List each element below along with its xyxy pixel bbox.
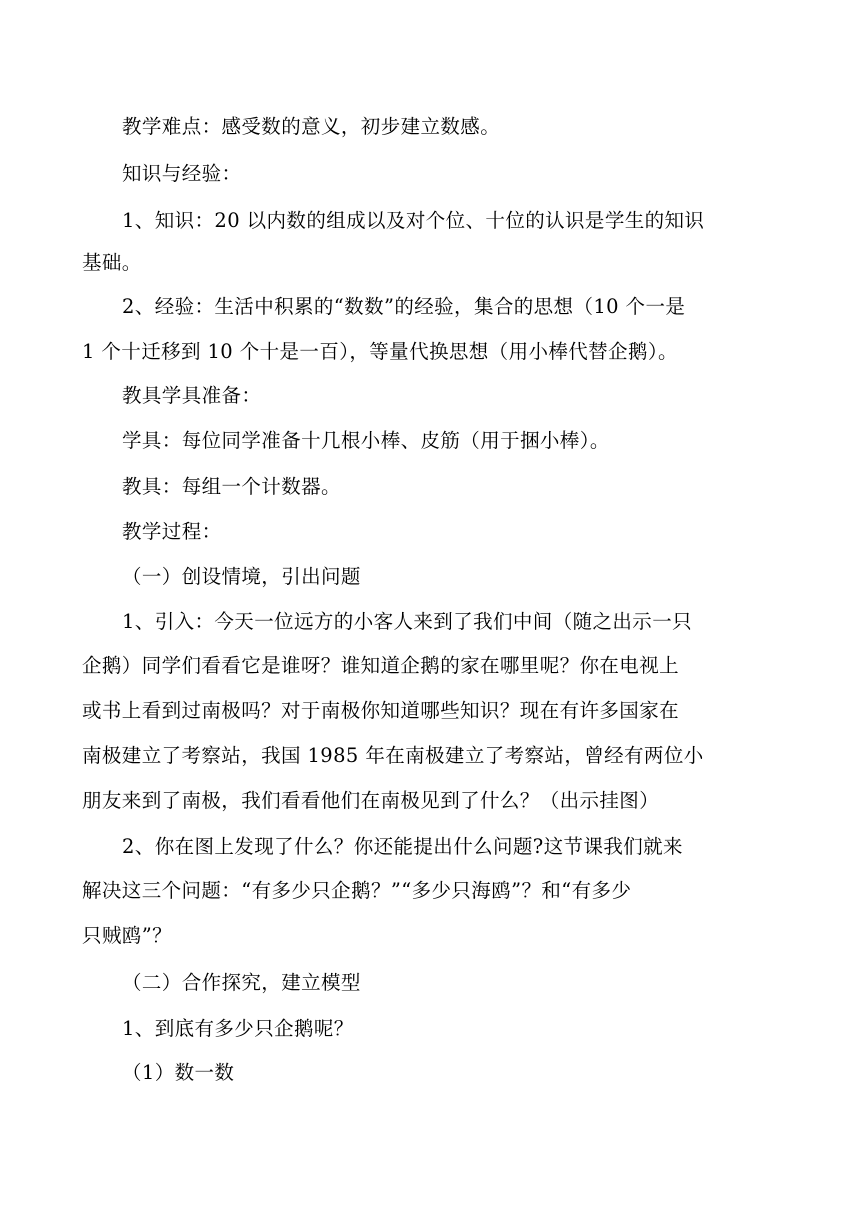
text-line: 知识与经验： [122,162,242,185]
text-line: 教学难点：感受数的意义，初步建立数感。 [122,115,501,138]
text-line: 教学过程： [122,520,222,543]
text-line: 教具：每组一个计数器。 [122,475,341,498]
text-line: 只贼鸥”？ [82,924,172,947]
text-line: 基础。 [82,251,142,274]
text-line: 南极建立了考察站，我国 1985 年在南极建立了考察站，曾经有两位小 [82,744,704,767]
text-line: 1、引入：今天一位远方的小客人来到了我们中间（随之出示一只 [122,610,693,633]
subsection-heading: （1）数一数 [122,1061,235,1084]
text-line: 朋友来到了南极，我们看看他们在南极见到了什么？（出示挂图） [82,789,660,812]
text-line: 学具：每位同学准备十几根小棒、皮筋（用于捆小棒）。 [122,429,610,452]
text-line: 教具学具准备： [122,384,262,407]
text-line: 1 个十迁移到 10 个十是一百），等量代换思想（用小棒代替企鹅）。 [82,340,678,363]
section-heading: （一）创设情境，引出问题 [122,565,361,588]
text-line: 或书上看到过南极吗？对于南极你知道哪些知识？现在有许多国家在 [82,699,680,722]
section-heading: （二）合作探究，建立模型 [122,971,361,994]
text-line: 解决这三个问题：“有多少只企鹅？”“多少只海鸥”？和“有多少 [82,879,632,902]
text-line: 2、你在图上发现了什么？你还能提出什么问题?这节课我们就来 [122,835,683,858]
text-line: 2、经验：生活中积累的“数数”的经验，集合的思想（10 个一是 [122,295,686,318]
text-line: 企鹅）同学们看看它是谁呀？谁知道企鹅的家在哪里呢？你在电视上 [82,654,680,677]
text-line: 1、知识：20 以内数的组成以及对个位、十位的认识是学生的知识 [122,209,705,232]
text-line: 1、到底有多少只企鹅呢？ [122,1017,354,1040]
